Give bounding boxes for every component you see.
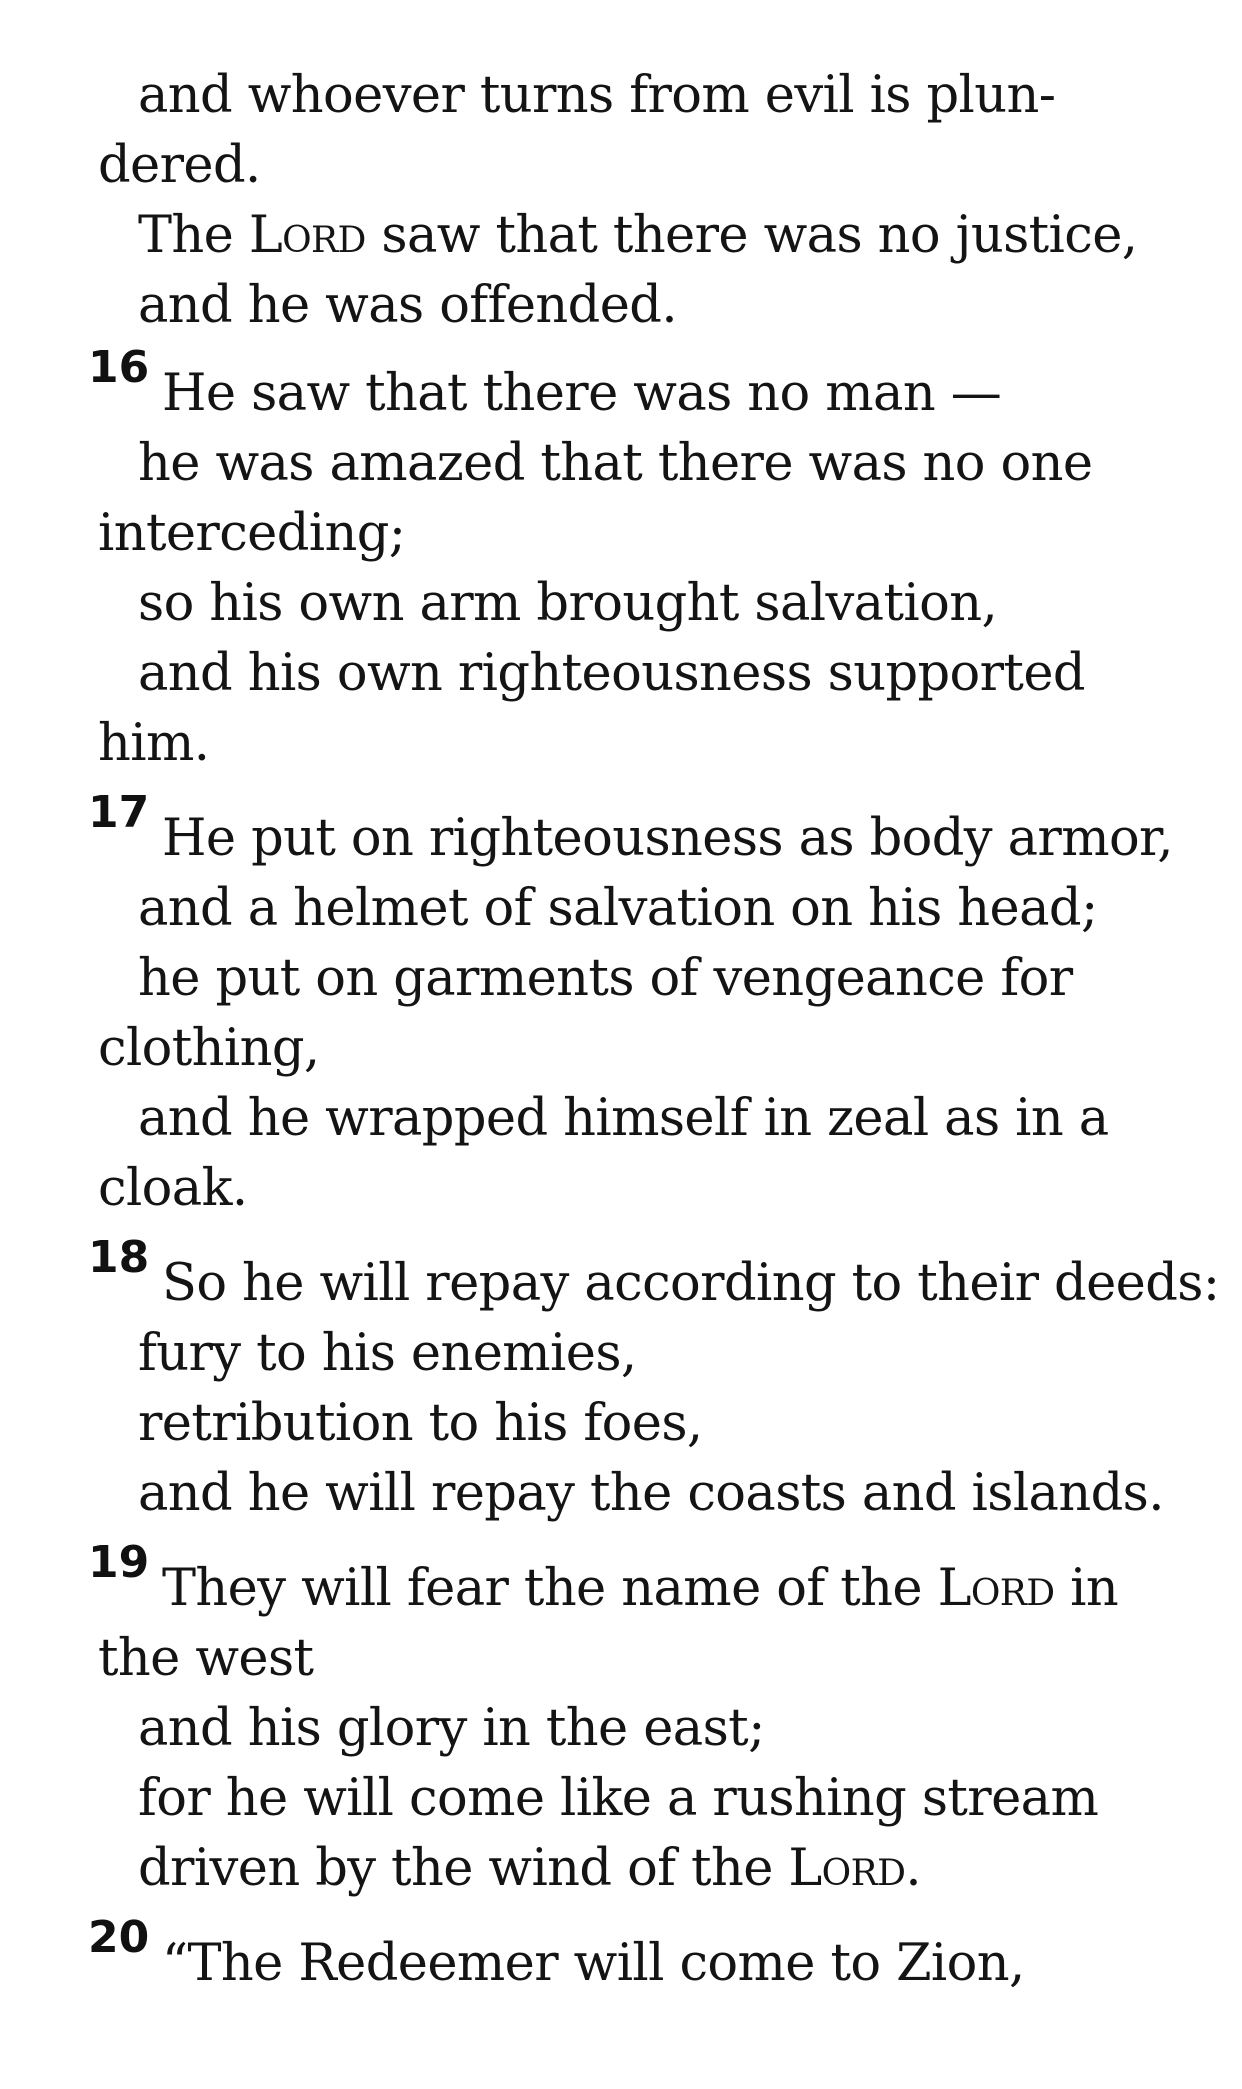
text-span: saw that there was no justice, [365, 206, 1138, 265]
text-span: . [905, 1839, 921, 1898]
verse-19-line: for he will come like a rushing stream [138, 1769, 1099, 1828]
verse-18-line: and he will repay the coasts and islands. [138, 1464, 1164, 1523]
verse-number: 18 [88, 1232, 150, 1283]
text-span: in [1054, 1559, 1119, 1618]
verse-19-line [162, 1553, 1118, 1625]
verse-number: 19 [88, 1537, 150, 1588]
verse-16-line: interceding; [98, 504, 406, 563]
verse-17-line: and he wrapped himself in zeal as in a [138, 1089, 1109, 1148]
verse-number: 16 [88, 342, 150, 393]
verse-18-line: fury to his enemies, [138, 1324, 637, 1383]
verse-16-line: and his own righteousness supported [138, 644, 1085, 703]
verse-15-line: and he was offended. [138, 276, 677, 335]
verse-19-line: the west [98, 1629, 314, 1688]
verse-15-line: dered. [98, 136, 261, 195]
verse-19-line [138, 1833, 921, 1905]
verse-number: 17 [88, 787, 150, 838]
verse-19-line: and his glory in the east; [138, 1699, 765, 1758]
verse-18-line: retribution to his foes, [138, 1394, 703, 1453]
divine-name-lord: Lord [788, 1839, 906, 1898]
verse-16-line: He saw that there was no man — [162, 364, 1002, 423]
verse-18-line: So he will repay according to their deeds: [162, 1254, 1220, 1313]
verse-16-line: so his own arm brought salvation, [138, 574, 998, 633]
verse-15-line: and whoever turns from evil is plun- [138, 66, 1056, 125]
verse-17-line: he put on garments of vengeance for [138, 949, 1073, 1008]
verse-17-line: clothing, [98, 1019, 320, 1078]
verse-17-line: cloak. [98, 1159, 248, 1218]
text-span: They will fear the name of the [162, 1559, 938, 1618]
verse-number: 20 [88, 1912, 150, 1963]
divine-name-lord: Lord [248, 206, 366, 265]
divine-name-lord: Lord [937, 1559, 1055, 1618]
verse-20-line: “The Redeemer will come to Zion, [162, 1934, 1025, 1993]
verse-17-line: and a helmet of salvation on his head; [138, 879, 1098, 938]
verse-16-line: he was amazed that there was no one [138, 434, 1093, 493]
verse-16-line: him. [98, 714, 210, 773]
verse-15-line [138, 200, 1137, 272]
text-span: driven by the wind of the [138, 1839, 789, 1898]
verse-17-line: He put on righteousness as body armor, [162, 809, 1173, 868]
text-span: The [138, 206, 249, 265]
